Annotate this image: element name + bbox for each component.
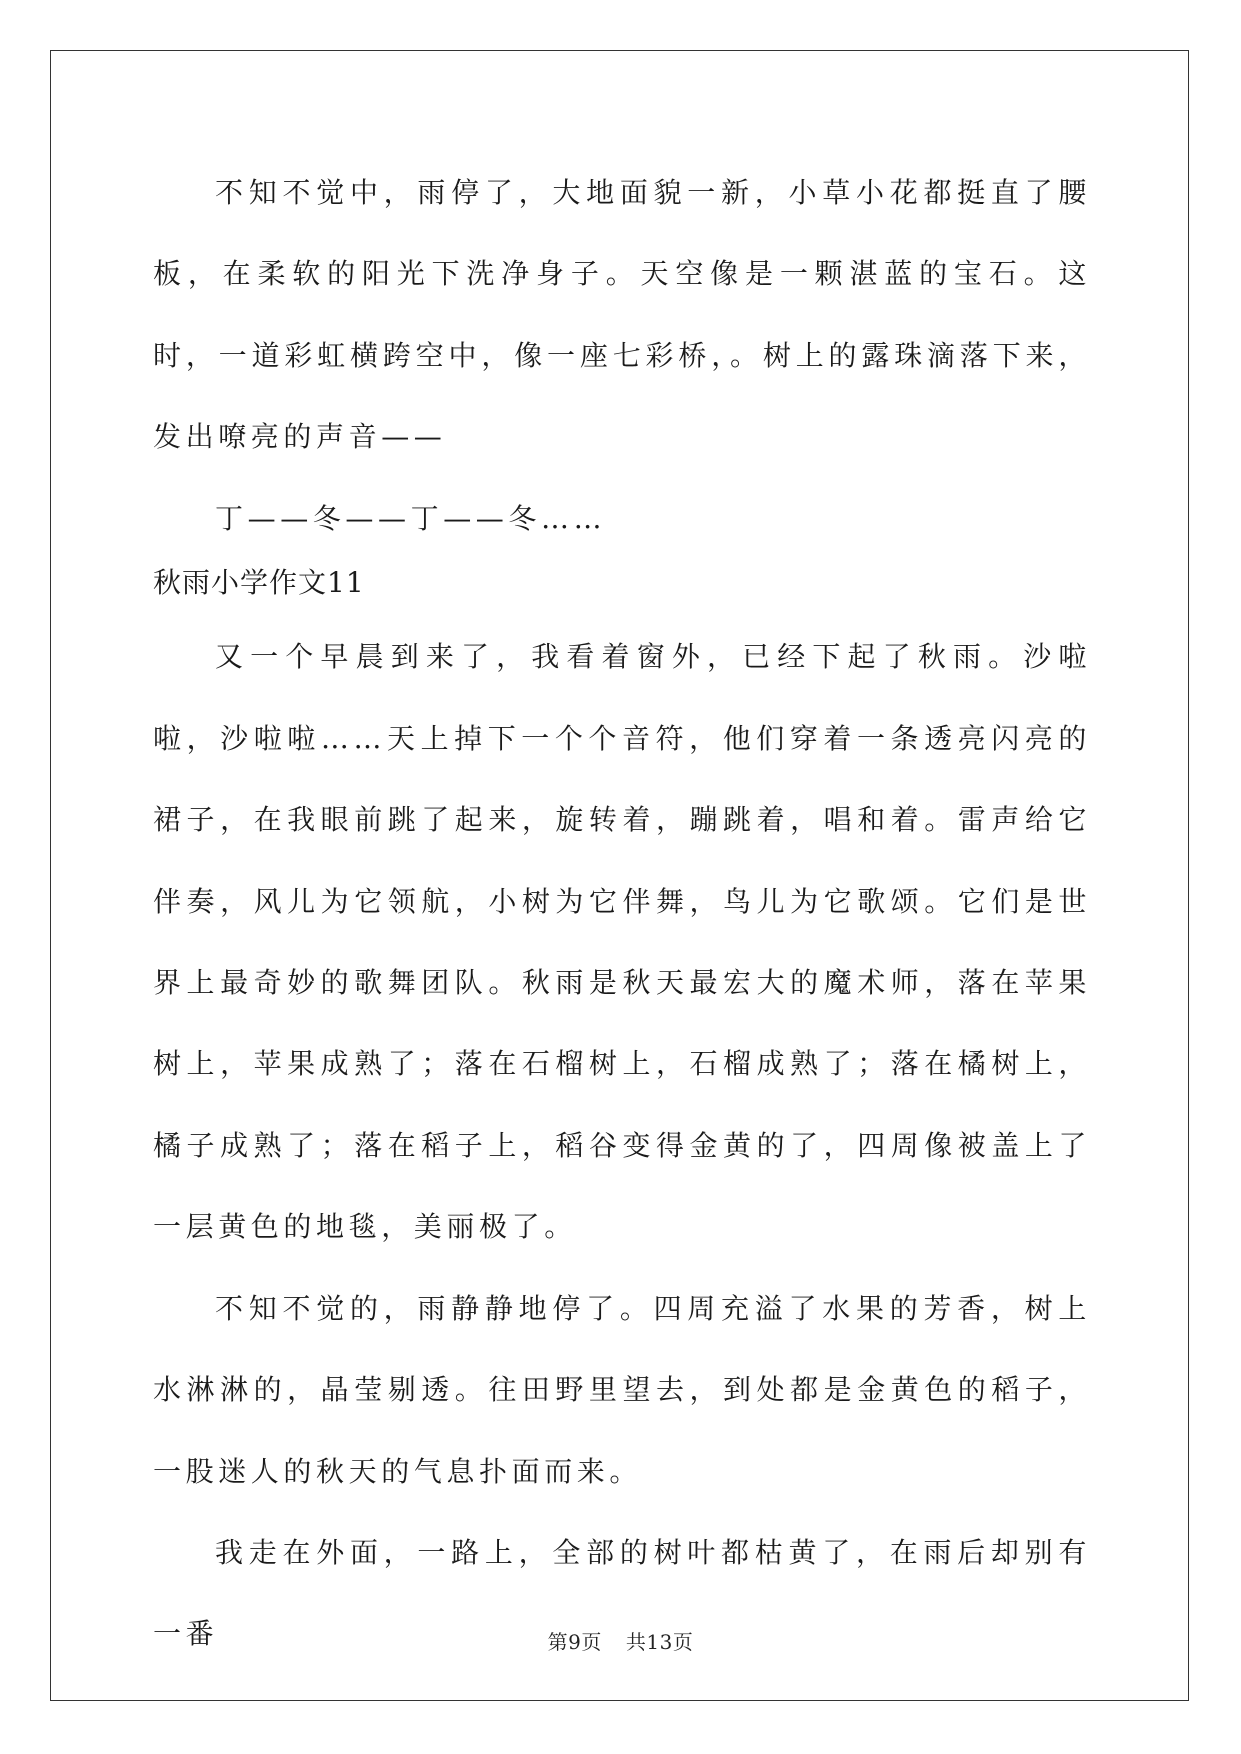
document-body	[153, 152, 1091, 1675]
paragraph-rainbow: 不知不觉中，雨停了，大地面貌一新，小草小花都挺直了腰板，在柔软的阳光下洗净身子。天空像是一颗湛蓝的宝石。这时，一道彩虹横跨空中，像一座七彩桥，。树上的露珠滴落下来，发出嘹亮的声音——	[153, 176, 1091, 454]
page-footer	[0, 1626, 1241, 1655]
page-number: 第9页	[547, 1630, 602, 1654]
essay-title: 秋雨小学作文11	[153, 566, 365, 600]
paragraph-rain-stops: 不知不觉的，雨静静地停了。四周充溢了水果的芳香，树上水淋淋的，晶莹剔透。往田野里望去，到处都是金黄色的稻子，一股迷人的秋天的气息扑面而来。	[153, 1291, 1091, 1488]
paragraph-raindrop-sound: 丁——冬——丁——冬……	[215, 501, 607, 535]
paragraph-walk-outside: 我走在外面，一路上，全部的树叶都枯黄了，在雨后却别有一番	[153, 1535, 1091, 1651]
paragraph-autumn-rain: 又一个早晨到来了，我看着窗外，已经下起了秋雨。沙啦啦，沙啦啦……天上掉下一个个音符，他们穿着一条透亮闪亮的裙子，在我眼前跳了起来，旋转着，蹦跳着，唱和着。雷声给它伴奏，风儿为它领航，小树为它伴舞，鸟儿为它歌颂。它们是世界上最奇妙的歌舞团队。秋雨是秋天最宏大的魔术师，落在苹果树上，苹果成熟了；落在石榴树上，石榴成熟了；落在橘树上，橘子成熟了；落在稻子上，稻谷变得金黄的了，四周像被盖上了一层黄色的地毯，美丽极了。	[153, 640, 1091, 1244]
page-total: 共13页	[625, 1630, 694, 1654]
